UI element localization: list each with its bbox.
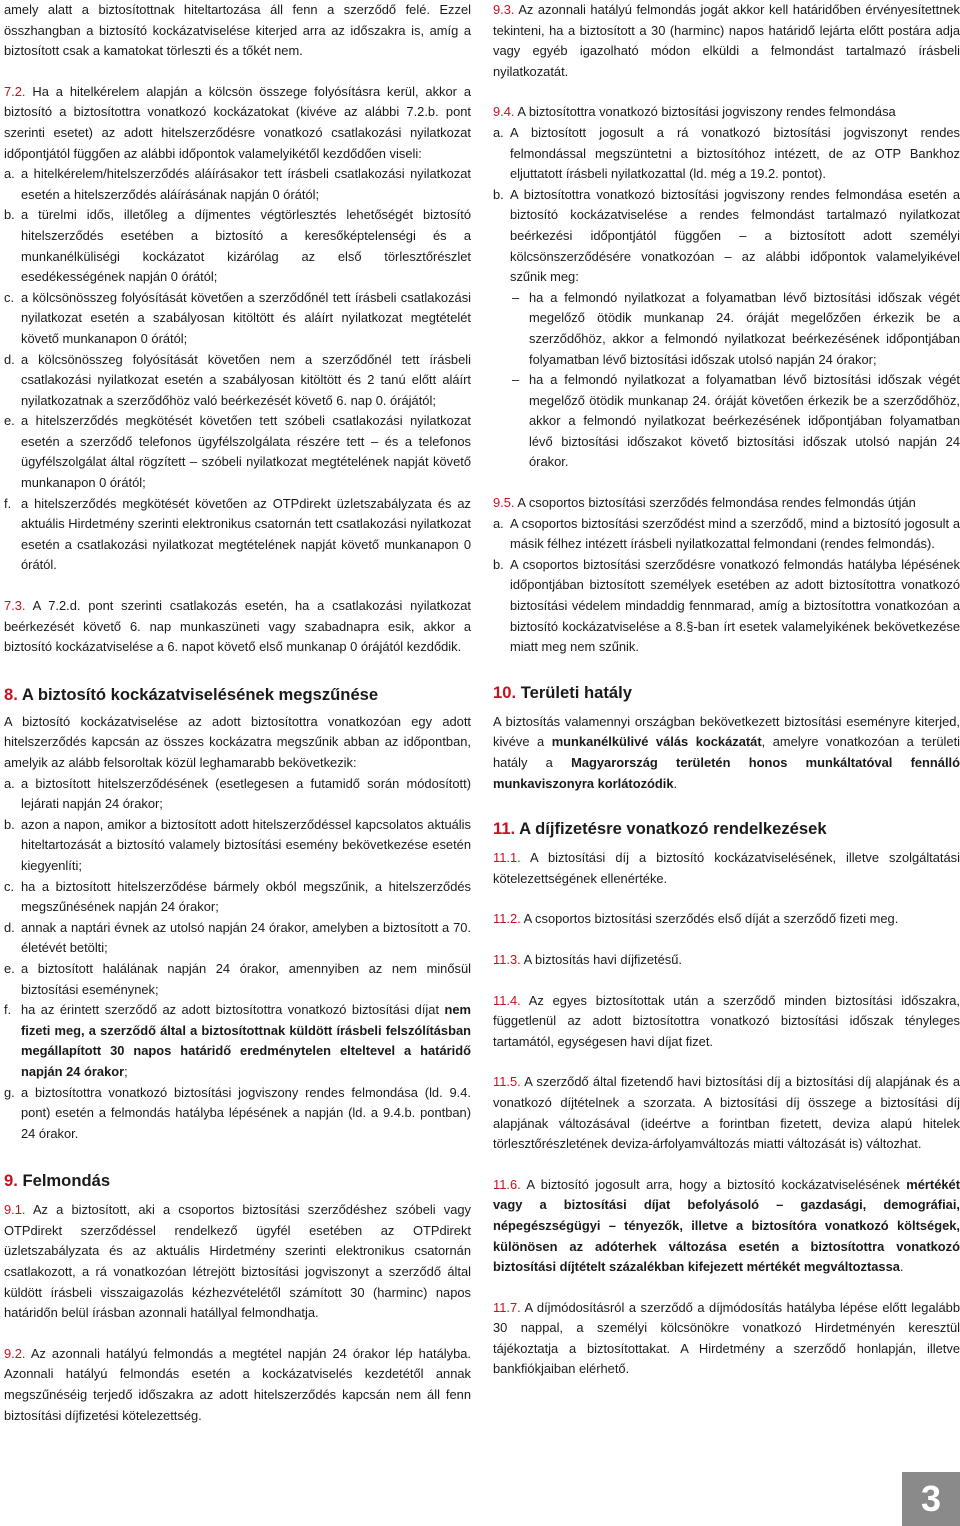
section-text: A csoportos biztosítási szerződés első díját a szerződő fizeti meg. (520, 911, 899, 927)
section-number: 9.4. (493, 104, 515, 120)
section-text-end: . (899, 1259, 904, 1275)
section-number: 11.4. (493, 992, 521, 1008)
heading-title: A biztosító kockázatviselésének megszűnése (17, 684, 379, 704)
list-text: A biztosítottra vonatkozó biztosítási jogviszony rendes felmondása esetén a biztosító kockázatviselése a rendes felmondást tartalmazó nyilatkozat beérkezési időpontjától függően – a biztosított adott személyi kölcsönszerződésére vonatkozóan – az alábbi időpontok valamelyikével szűnik meg: (510, 186, 960, 285)
list-item (4, 288, 471, 350)
list-text (21, 1000, 471, 1082)
list-7-2 (4, 164, 471, 576)
list-item (4, 774, 471, 815)
section-text: A díjmódosításról a szerződő a díjmódosítás hatályba lépése előtt legalább 30 nappal, a személyi kölcsönökre vonatkozó Hirdetményén keresztül tájékoztatja a biztosítottakat. A Hirdetmény a szerződő honlapján, illetve bankfiókjaiban elérhető. (493, 1299, 960, 1377)
list-text: a biztosított hitelszerződésének (esetlegesen a futamidő során módosított) lejárati napján 24 órakor; (21, 775, 471, 812)
heading-number: 10. (493, 682, 517, 702)
list-text: a hitelszerződés megkötését követően az OTPdirekt üzletszabályzata és az aktuális Hirdetmény szerinti elektronikus csatornán tett csatlakozási nyilatkozat esetén a csatlakozási nyilatkozat megtételének napját követő munkanapon 0 órától. (21, 495, 471, 573)
list-item (493, 555, 960, 658)
list-key: e. (4, 960, 15, 976)
list-text: A csoportos biztosítási szerződésre vonatkozó felmondás hatályba lépésének időpontjában biztosított személyek esetében az adott biztosítottra vonatkozó biztosítási védelem mindaddig fennmarad, amíg a biztosítottra vonatkozóan a biztosító kockázatviselése a 8.§-ban írt esetek valamelyikének bekövetkezése miatt meg nem szűnik. (510, 556, 960, 655)
list-item (4, 205, 471, 287)
page-number: 3 (902, 1472, 960, 1526)
list-8 (4, 774, 471, 1001)
heading-title: Felmondás (17, 1171, 111, 1191)
list-key: a. (4, 775, 15, 791)
list-item (4, 918, 471, 959)
list-key: b. (4, 816, 15, 832)
list-key: b. (493, 556, 504, 572)
list-key: – (512, 289, 520, 305)
heading-number: 9. (4, 1171, 18, 1191)
section-9-1 (4, 1200, 471, 1324)
section-number: 11.2. (493, 911, 521, 927)
text-bold: munkanélkülivé válás kockázatát (551, 734, 762, 750)
list-item (4, 494, 471, 576)
section-number: 7.3. (4, 598, 26, 614)
section-text: A biztosítási díj a biztosító kockázatviselésének, illetve szolgáltatási kötelezettségének ellenértéke. (493, 850, 960, 886)
section-number: 7.2. (4, 83, 26, 99)
dash-list-item (512, 370, 960, 473)
section-number: 9.3. (493, 2, 515, 17)
section-11-4 (493, 991, 960, 1053)
heading-11 (493, 818, 960, 840)
heading-number: 11. (493, 819, 516, 839)
section-text: A 7.2.d. pont szerinti csatlakozás esetén, ha a csatlakozási nyilatkozat beérkezését követő 6. nap munkaszüneti vagy szabadnapra esik, akkor a biztosító kockázatviselése a 6. napot követő első munkanap 0 órájától kezdődik. (4, 598, 471, 655)
list-text-end: ; (124, 1063, 128, 1079)
section-7-3 (4, 596, 471, 658)
list-text-plain: ha az érintett szerződő az adott biztosítottra vonatkozó biztosítási díjat (21, 1002, 445, 1018)
dash-list-item (512, 288, 960, 370)
list-item (493, 185, 960, 288)
list-text-bold: nem fizeti meg, a szerződő által a biztosítottnak küldött írásbeli felszólításban megállapított 30 napos határidő eredménytelen elteltevel a határidő napján 24 órakor (21, 1002, 471, 1079)
list-item (4, 877, 471, 918)
list-text: a hitelszerződés megkötését követően tett szóbeli csatlakozási nyilatkozat esetén a szerződő telefonos ügyfélszolgálata részére tett – és a telefonos ügyfélszolgálat által rögzített – szóbeli nyilatkozat megtételének napját követő munkanapon 0 órától; (21, 413, 471, 491)
text-plain: . (673, 775, 678, 791)
list-key: b. (493, 186, 504, 202)
section-11-2 (493, 909, 960, 930)
list-item (4, 1083, 471, 1145)
right-column (493, 0, 960, 1380)
list-text: ha a felmondó nyilatkozat a folyamatban lévő biztosítási időszak végét megelőző ötödik munkanap 24. óráját követően érkezik be a szerződőhöz, akkor a felmondó nyilatkozat beérkezésének időpontjában folyamatban lévő biztosítási időszakot követő biztosítási időszak utolsó napján 24 órakor. (529, 372, 960, 470)
list-text: a türelmi idős, illetőleg a díjmentes végtörlesztés lehetőségét biztosító hitelszerződés esetében a biztosító a keresőképtelenségi és a munkanélküliségi kockázatot kizárólag az első törlesztőrészlet esedékességének napján 0 órától; (21, 207, 471, 285)
list-item (4, 164, 471, 205)
list-key: – (512, 372, 520, 388)
list-key: g. (4, 1084, 15, 1100)
section-number: 9.2. (4, 1345, 26, 1361)
list-item (493, 123, 960, 185)
heading-8 (4, 684, 471, 706)
list-key: c. (4, 289, 15, 305)
list-text: a kölcsönösszeg folyósítását követően nem a szerződőnél tett írásbeli csatlakozási nyilatkozat esetén a szabályosan kitöltött és 2 tanú előtt aláírt nyilatkozatnak a szerződőhöz való beérkezését követő 6. nap 0. órájától; (21, 351, 471, 408)
dash-list-9-4 (493, 288, 960, 473)
list-9-5 (493, 514, 960, 658)
section-number: 11.1. (493, 850, 521, 866)
list-item (4, 815, 471, 877)
intro-paragraph: amely alatt a biztosítottnak hiteltartozása áll fenn a szerződő felé. Ezzel összhangban a biztosító kockázatviselése kiterjed arra az időszakra is, amíg a biztosított csak a kamatokat törleszti és a tőkét nem. (4, 2, 471, 59)
section-text: A biztosítás havi díjfizetésű. (520, 951, 682, 967)
heading-9 (4, 1170, 471, 1192)
text-plain: , amelyre vonatkozóan a területi hatály a (493, 734, 960, 770)
list-9-4 (493, 123, 960, 288)
section-9-2 (4, 1344, 471, 1426)
list-text: azon a napon, amikor a biztosított adott hitelszerződéssel kapcsolatos aktuális hiteltartozását a biztosító valamely biztosítási esemény bekövetkezése esetén kiegyenlíti; (21, 816, 471, 873)
list-item (4, 350, 471, 412)
section-11-5 (493, 1072, 960, 1154)
section-text: Az azonnali hatályú felmondás a megtétel napján 24 órakor lép hatályba. Azonnali hatályú felmondás esetén a kockázatviselés kezdetétől annak megszűnéséig terjedő időszakra az adott hitelszerződés kapcsán nem áll fenn biztosítási díjfizetési kötelezettség. (4, 1345, 471, 1423)
section-9-5-title (493, 493, 960, 514)
text-bold: Magyarország területén honos munkáltatóval fennálló munkaviszonyra korlátozódik (493, 755, 960, 791)
section-11-1 (493, 848, 960, 889)
list-item (493, 514, 960, 555)
list-text: a kölcsönösszeg folyósítását követően a szerződőnél tett írásbeli csatlakozási nyilatkozat esetén a szabályosan kitöltött és aláírt nyilatkozat megtételét követő munkanapon 0 órától; (21, 289, 471, 346)
list-key: d. (4, 351, 15, 367)
list-key: a. (4, 166, 15, 182)
section-title: A csoportos biztosítási szerződés felmondása rendes felmondás útján (514, 495, 916, 511)
section-text: Az a biztosított, aki a csoportos biztosítási szerződéshez szóbeli vagy OTPdirekt szerződéssel rendelkező ügyfél esetében az OTPdirekt üzletszabályzata és az aktuális Hirdetmény szerinti elektronikus csatornán csatlakozott, a rá vonatkozóan létrejött biztosítási jogviszonyt a szerződő által küldött írásbeli visszaigazolás kézhezvételétől számított 30 (harminc) napos határidőn belül írásban azonnali hatállyal felmondhatja. (4, 1202, 471, 1321)
section-11-7 (493, 1298, 960, 1380)
section-8-intro: A biztosító kockázatviselése az adott biztosítottra vonatkozóan egy adott hitelszerződés kapcsán az összes kockázatra megszűnik abban az időpontban, amelyik az alább felsoroltak közül leghamarabb bekövetkezik: (4, 713, 471, 770)
section-9-3 (493, 0, 960, 82)
section-11-6 (493, 1175, 960, 1278)
list-text: A csoportos biztosítási szerződést mind a szerződő, mind a biztosító jogosult a másik félhez intézett írásbeli nyilatkozattal felmondani (rendes felmondás). (510, 515, 960, 552)
list-text: ha a biztosított hitelszerződése bármely okból megszűnik, a hitelszerződés megszűnésének napján 24 órakor; (21, 878, 471, 915)
heading-number: 8. (4, 684, 18, 704)
heading-10 (493, 682, 960, 704)
list-text: a biztosítottra vonatkozó biztosítási jogviszony rendes felmondása (ld. 9.4. pont) esetén a felmondás hatályba lépésének a napján (ld. a 9.4.b. pontban) 24 órakor. (21, 1084, 471, 1141)
list-item (4, 959, 471, 1000)
left-column (4, 0, 471, 1426)
section-number: 9.1. (4, 1202, 26, 1218)
list-text: a biztosított halálának napján 24 órakor, amennyiben az nem minősül biztosítási eseménynek; (21, 960, 471, 997)
list-key: c. (4, 878, 15, 894)
section-number: 9.5. (493, 495, 515, 511)
list-item (4, 1000, 471, 1082)
list-key: f. (4, 495, 12, 511)
list-text: ha a felmondó nyilatkozat a folyamatban lévő biztosítási időszak végét megelőző ötödik munkanap 24. óráját megelőzően érkezik be a szerződőhöz, akkor a felmondó nyilatkozat beérkezésének időpontjában folyamatban lévő biztosítási időszak utolsó napján 24 órakor; (529, 289, 960, 367)
heading-title: Területi hatály (516, 682, 632, 702)
section-11-3 (493, 950, 960, 971)
list-key: a. (493, 515, 504, 531)
section-7-2 (4, 82, 471, 164)
heading-title: A díjfizetésre vonatkozó rendelkezések (515, 819, 827, 839)
section-title: A biztosítottra vonatkozó biztosítási jogviszony rendes felmondása (514, 104, 896, 120)
section-9-4-title (493, 102, 960, 123)
list-key: f. (4, 1002, 12, 1018)
list-key: e. (4, 413, 15, 429)
section-text: Az azonnali hatályú felmondás jogát akkor kell határidőben érvényesítettnek tekinteni, ha a biztosított a 30 (harminc) napos határidő lejárta előtt postára adja vagy egyéb igazolható módon elküldi a felmondást tartalmazó írásbeli nyilatkozatát. (493, 2, 960, 79)
list-item (4, 411, 471, 493)
section-text-bold: mértékét vagy a biztosítási díjat befolyásoló – gazdasági, demográfiai, népegészségügyi – tényezők, illetve a biztosítóra vonatkozó költségek, különösen az adóterhek változása esetén a biztosítottra vonatkozó biztosítási díjtételt százalékban kifejezett mértékét megváltoztassa (493, 1176, 960, 1275)
list-key: d. (4, 919, 15, 935)
section-text: A szerződő által fizetendő havi biztosítási díj a biztosítási díj alapjának és a vonatkozó díjtételnek a szorzata. A biztosítási díj összege a biztosítási díj alapjának változásával (ideértve a forintban fizetett, deviza alapú hitelek törlesztőrészletének deviza-árfolyamváltozás miatti változását is) változhat. (493, 1074, 960, 1152)
section-number: 11.7. (493, 1299, 521, 1315)
section-number: 11.3. (493, 951, 521, 967)
section-text: Az egyes biztosítottak után a szerződő minden biztosítási időszakra, függetlenül az adott biztosítottra vonatkozó biztosítási időszak tényleges tartamától, egységesen havi díjat fizet. (493, 992, 960, 1049)
list-text: A biztosított jogosult a rá vonatkozó biztosítási jogviszonyt rendes felmondással megszüntetni a biztosítóhoz intézett, de az OTP Bankhoz eljuttatott írásbeli nyilatkozattal (ld. még a 19.2. pontot). (510, 124, 960, 182)
text-plain: A biztosítás valamennyi országban bekövetkezett biztosítási eseményre kiterjed, kivéve a (493, 713, 960, 750)
list-key: a. (493, 124, 504, 140)
section-text: Ha a hitelkérelem alapján a kölcsön összege folyósításra kerül, akkor a biztosító a biztosítottra vonatkozó kockázatokat (kivéve az alábbi 7.2.b. pont szerinti esetet) az adott hitelszerződésre vonatkozó csatlakozási nyilatkozat időpontjától függően az alábbi időpontok valamelyikétől kezdődően viseli: (4, 83, 471, 161)
list-text: a hitelkérelem/hitelszerződés aláírásakor tett írásbeli csatlakozási nyilatkozat esetén a hitelszerződés aláírásának napján 0 órától; (21, 166, 471, 202)
list-key: b. (4, 207, 15, 223)
section-text: A biztosító jogosult arra, hogy a biztosító kockázatviselésének (520, 1176, 907, 1192)
section-number: 11.5. (493, 1074, 521, 1090)
section-number: 11.6. (493, 1176, 521, 1192)
section-10-text (493, 712, 960, 794)
list-text: annak a naptári évnek az utolsó napján 24 órakor, amelyben a biztosított a 70. életévét betölti; (21, 919, 471, 956)
